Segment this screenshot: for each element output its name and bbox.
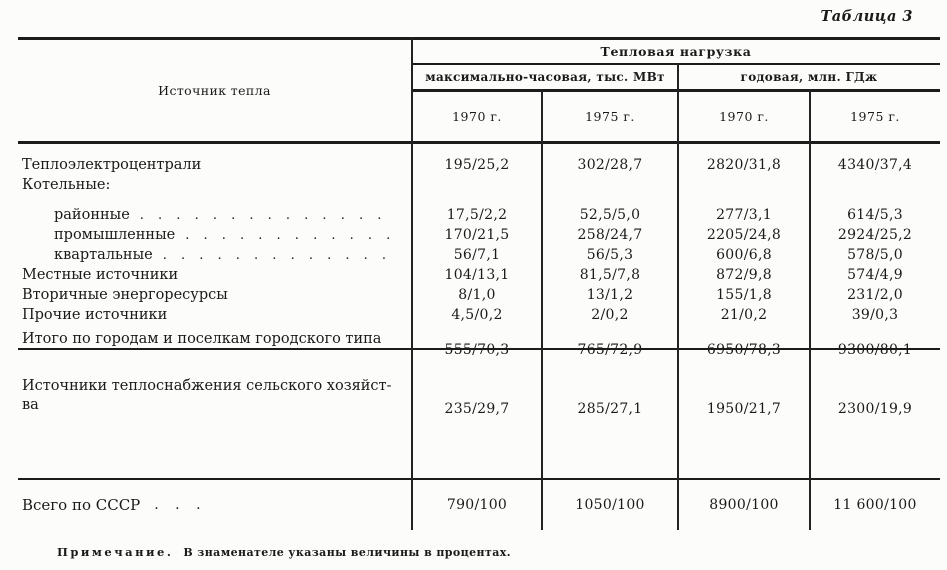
cell-value: 258/24,7: [577, 227, 643, 243]
cell-value: 600/6,8: [716, 247, 772, 263]
footnote: [57, 545, 511, 559]
footnote-text: В знаменателе указаны величины в процентах.: [183, 546, 511, 559]
cell-value: 2820/31,8: [706, 157, 782, 173]
row-label: квартальные: [54, 247, 153, 263]
cell-value: 231/2,0: [847, 287, 903, 303]
header-year-3: 1975 г.: [850, 109, 900, 124]
table-caption: Таблица 3: [820, 8, 913, 25]
row-label: Всего по СССР: [22, 496, 141, 514]
table-row: [18, 285, 940, 305]
cell-value: 2300/19,9: [837, 401, 913, 417]
header-group-heat-load: Тепловая нагрузка: [600, 44, 752, 59]
cell-value: 2205/24,8: [706, 227, 782, 243]
header-year-1: 1975 г.: [585, 109, 635, 124]
cell-value: 56/7,1: [453, 247, 501, 263]
cell-value: 1950/21,7: [706, 401, 782, 417]
leader-dots: . . . . . . . . . . . . . .: [139, 207, 387, 223]
table-row: [18, 205, 940, 225]
row-label: промышленные: [54, 227, 176, 243]
cell-value: 285/27,1: [577, 401, 643, 417]
leader-dots: . . . . . . . . . . . . .: [162, 247, 392, 263]
row-label: Котельные:: [22, 177, 111, 193]
cell-value: 11 600/100: [833, 497, 917, 513]
cell-value: 1050/100: [575, 497, 645, 513]
header-year-2: 1970 г.: [719, 109, 769, 124]
cell-value: 21/0,2: [720, 307, 768, 323]
cell-value: 9300/80,1: [837, 342, 913, 358]
cell-value: 52,5/5,0: [579, 207, 641, 223]
cell-value: 8/1,0: [458, 287, 496, 303]
cell-value: 81,5/7,8: [579, 267, 641, 283]
cell-value: 170/21,5: [444, 227, 510, 243]
cell-value: 277/3,1: [716, 207, 772, 223]
header-subgroup-row: [412, 65, 940, 89]
cell-value: 614/5,3: [847, 207, 903, 223]
cell-value: 765/72,9: [577, 342, 643, 358]
cell-value: 8900/100: [709, 497, 779, 513]
table-body-main: [18, 144, 940, 325]
cell-value: 235/29,7: [444, 401, 510, 417]
row-label: Местные источники: [22, 267, 179, 283]
header-source-col: Источник тепла: [158, 83, 271, 98]
header-subgroup-hourly: максимально-часовая, тыс. МВт: [425, 70, 665, 84]
row-label-line2: ва: [22, 397, 39, 413]
cell-value: 195/25,2: [444, 157, 510, 173]
cell-value: 578/5,0: [847, 247, 903, 263]
table-row: [18, 225, 940, 245]
totals-row-cities: [18, 313, 940, 377]
table-row: [18, 175, 940, 195]
table-row: [18, 245, 940, 265]
row-label: Итого по городам и поселкам городского типа: [22, 331, 382, 347]
totals-row-rural: [18, 377, 940, 441]
header-year-0: 1970 г.: [452, 109, 502, 124]
cell-value: 2/0,2: [591, 307, 629, 323]
cell-value: 302/28,7: [577, 157, 643, 173]
table-row: [18, 265, 940, 285]
cell-value: 2924/25,2: [837, 227, 913, 243]
cell-value: 56/5,3: [586, 247, 634, 263]
cell-value: 17,5/2,2: [446, 207, 508, 223]
cell-value: 13/1,2: [586, 287, 634, 303]
header-years-row: [412, 92, 940, 141]
row-label: Источники теплоснабжения сельского хозяйст-: [22, 378, 392, 394]
cell-value: 872/9,8: [716, 267, 772, 283]
row-spacer: [18, 195, 940, 205]
heat-load-table: [18, 37, 940, 530]
cell-value: 790/100: [446, 497, 508, 513]
cell-value: 155/1,8: [716, 287, 772, 303]
leader-dots: . . . . . . . . . . . .: [185, 227, 396, 243]
grand-total-row: [18, 480, 940, 530]
cell-value: 555/70,3: [444, 342, 510, 358]
row-label: Теплоэлектроцентрали: [22, 157, 202, 173]
cell-value: 4340/37,4: [837, 157, 913, 173]
row-label: Прочие источники: [22, 307, 168, 323]
cell-value: 104/13,1: [444, 267, 510, 283]
cell-value: 574/4,9: [847, 267, 903, 283]
cell-value: 4,5/0,2: [451, 307, 503, 323]
header-subgroup-annual: годовая, млн. ГДж: [740, 70, 878, 84]
row-label: Вторичные энергоресурсы: [22, 287, 228, 303]
table-row: [18, 155, 940, 175]
row-label: районные: [54, 207, 130, 223]
footnote-label: Примечание.: [57, 545, 174, 559]
leader-dots: . . .: [154, 497, 207, 513]
cell-value: 6950/78,3: [706, 342, 782, 358]
cell-value: 39/0,3: [851, 307, 899, 323]
